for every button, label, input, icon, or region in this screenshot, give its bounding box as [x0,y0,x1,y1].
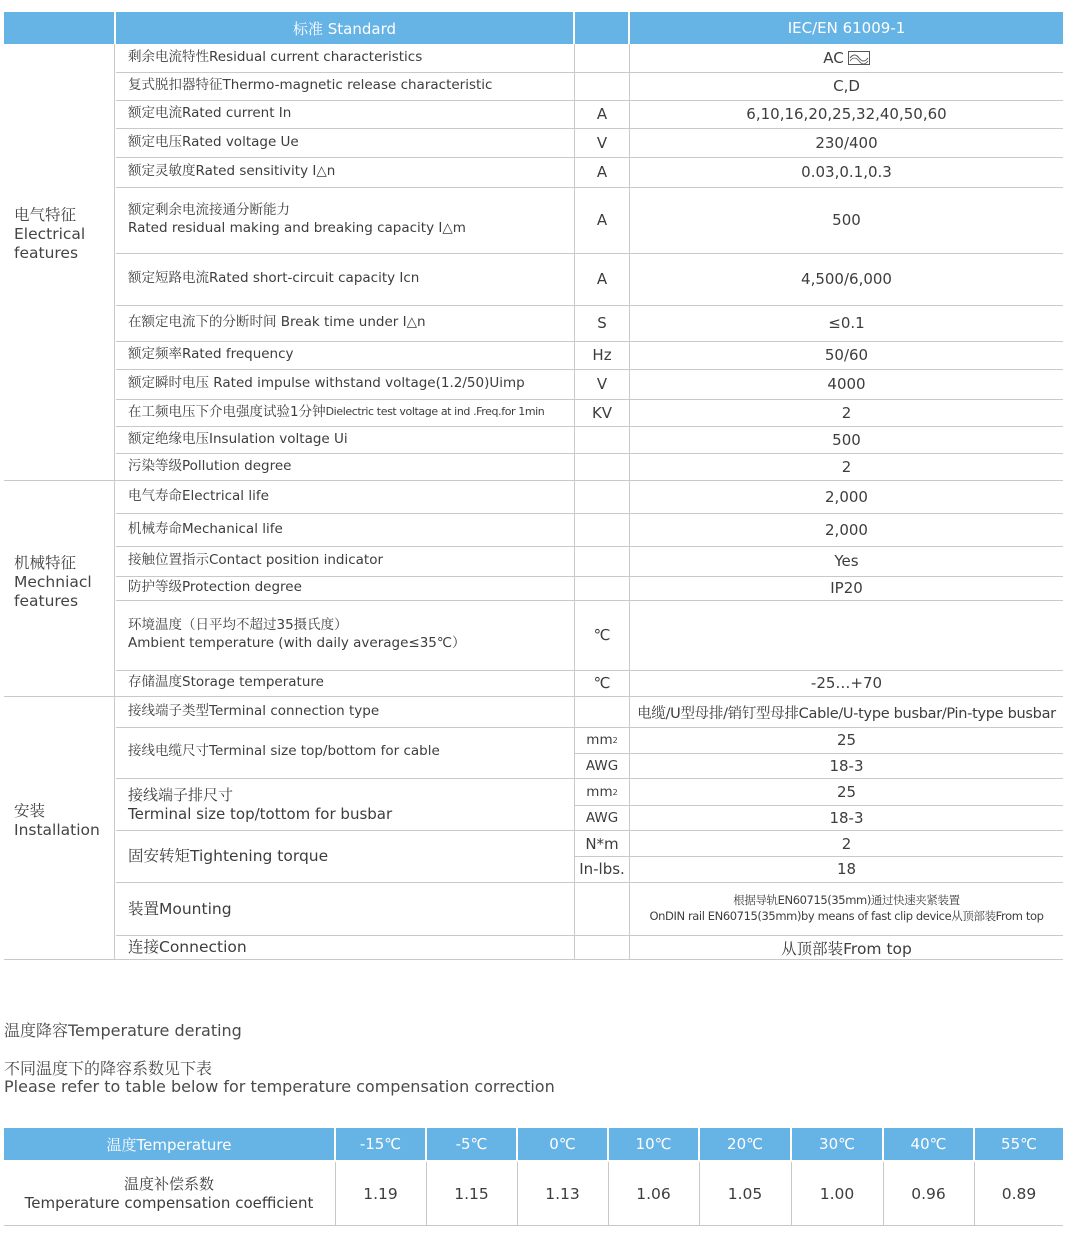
derating-coefficient: 0.96 [911,1185,946,1203]
row-unit [575,72,629,100]
row-value: C,D [833,77,860,95]
row-value: 4,500/6,000 [801,270,892,288]
row-value: 2 [841,403,852,422]
derating-temp-header: 55℃ [975,1128,1063,1160]
row-value-busbar-mm: 25 [836,783,857,801]
derating-title: 温度降容Temperature derating [4,1021,242,1040]
row-unit: ℃ [593,674,611,692]
group-electrical: 电气特征 Electrical features [14,206,86,262]
row-value: 电缆/U型母排/销钉型母排Cable/U-type busbar/Pin-type busbar [637,705,1056,722]
row-value-text: AC [823,49,844,67]
row-label: 电气寿命Electrical life [128,488,269,505]
derating-coefficient: 1.13 [545,1185,580,1203]
derating-temp-header: 10℃ [609,1128,698,1160]
row-value: Yes [834,552,859,570]
row-unit-busbar-mm: mm 2 [586,784,618,800]
derating-temp-header: 30℃ [792,1128,882,1160]
row-value: 6,10,16,20,25,32,40,50,60 [746,105,947,123]
row-label [116,399,573,426]
row-value-busbar-awg: 18-3 [829,809,864,827]
row-unit-cable-mm: mm 2 [586,732,618,748]
row-label: 机械寿命Mechanical life [128,520,283,537]
row-value-torque-nm: 2 [841,834,852,853]
table-bottom-divider [4,959,1063,960]
row-unit [575,513,629,546]
group-installation: 安装 Installation [14,802,100,839]
derating-temp-header: -5℃ [427,1128,516,1160]
row-unit: A [596,163,608,181]
row-label: 接线端子类型Terminal connection type [128,703,380,720]
row-value: 500 [832,211,861,229]
row-label: 额定电压Rated voltage Ue [128,133,299,150]
header-standard-label: 标准 Standard [116,12,573,44]
row-label: 在额定电流下的分断时间 Break time under I△n [128,314,426,331]
derating-coefficient: 0.89 [1001,1185,1037,1203]
row-unit: ℃ [593,626,611,644]
row-label: 存储温度Storage temperature [128,674,324,691]
col-divider [114,44,115,960]
derating-coefficient: 1.15 [454,1185,489,1203]
row-unit: V [596,375,608,393]
row-value: 0.03,0.1,0.3 [801,163,892,181]
derating-coefficient: 1.19 [363,1185,398,1203]
row-value: 230/400 [815,133,878,152]
row-label: 污染等级Pollution degree [128,457,292,474]
derating-temp-header: -15℃ [336,1128,425,1160]
row-unit-torque-nm: N*m [585,834,619,853]
row-label-connection: 连接Connection [128,938,247,957]
row-unit [575,481,629,513]
row-value: 50/60 [824,346,869,364]
row-value-mounting: 根据导轨EN60715(35mm)通过快速夹紧装置 OnDIN rail EN60715(35mm)by means of fast clip device从顶部装From top [649,893,1044,923]
row-value: 500 [832,430,861,449]
derating-col-divider [791,1162,792,1226]
row-unit [575,44,629,72]
row-label: 环境温度（日平均不超过35摄氏度） Ambient temperature (with daily average≤35℃） [128,617,466,651]
derating-row-label: 温度补偿系数 Temperature compensation coefficient [24,1175,314,1212]
row-value-torque-inlbs: 18 [836,860,857,878]
header-unit-blank [575,12,628,44]
row-value: IP20 [830,579,863,597]
row-unit [575,426,629,453]
derating-temp-header: 0℃ [518,1128,607,1160]
row-unit [575,576,629,600]
row-divider [116,727,1063,728]
derating-header-label: 温度Temperature [4,1128,334,1160]
header-standard-value: IEC/EN 61009-1 [630,12,1063,44]
row-unit: A [596,270,608,288]
derating-col-divider [335,1162,336,1226]
row-value: 2,000 [825,488,868,506]
row-label: 额定电流Rated current In [128,105,292,122]
row-label: 额定频率Rated frequency [128,346,294,363]
row-label-torque: 固安转矩Tightening torque [128,846,329,865]
row-value [630,44,1063,72]
row-label: 额定短路电流Rated short-circuit capacity Icn [128,270,420,287]
derating-coefficient: 1.00 [819,1185,855,1203]
row-label-cable: 接线电缆尺寸Terminal size top/bottom for cable [128,743,440,760]
row-unit: A [596,211,608,229]
row-unit: V [596,133,608,152]
row-unit: A [596,105,608,123]
row-unit [575,453,629,480]
derating-col-divider [426,1162,427,1226]
spec-table [4,12,1063,960]
derating-temp-header: 40℃ [884,1128,973,1160]
derating-coefficient: 1.06 [636,1185,671,1203]
derating-col-divider [974,1162,975,1226]
row-value-cable-mm: 25 [836,731,857,749]
row-label: 额定瞬时电压 Rated impulse withstand voltage(1.2/50)Uimp [128,375,525,392]
row-unit: KV [591,403,613,422]
derating-col-divider [517,1162,518,1226]
row-label-en: Dielectric test voltage at ind .Freq.for 1min [325,405,545,419]
row-label-mounting: 装置Mounting [128,899,232,918]
row-label: 额定剩余电流接通分断能力 Rated residual making and breaking capacity I△m [128,202,466,236]
derating-coefficient: 1.05 [727,1185,763,1203]
row-label: 剩余电流特性Residual current characteristics [128,49,423,66]
row-label: 接触位置指示Contact position indicator [128,552,384,569]
row-value-cable-awg: 18-3 [829,757,864,775]
row-label-zh: 在工频电压下介电强度试验1分钟 [128,403,326,420]
row-unit [575,546,629,576]
derating-col-divider [608,1162,609,1226]
derating-temp-header: 20℃ [700,1128,790,1160]
row-unit-busbar-awg: AWG [585,810,619,826]
row-unit: Hz [592,346,612,364]
ac-waveform-icon [848,51,870,65]
group-mechanical: 机械特征 Mechniacl features [14,554,92,610]
header-blank [4,12,114,44]
row-value-connection: 从顶部装From top [781,939,912,958]
derating-col-divider [883,1162,884,1226]
row-unit [575,697,629,727]
row-value: 2,000 [825,520,868,539]
row-value: 2 [841,457,852,476]
derating-description: 不同温度下的降容系数见下表 Please refer to table below for temperature compensation correction [4,1059,555,1097]
derating-table [4,1128,1063,1226]
row-unit-cable-awg: AWG [585,758,619,774]
row-label: 额定绝缘电压Insulation voltage Ui [128,430,348,447]
row-label: 额定灵敏度Rated sensitivity I△n [128,163,336,180]
row-value: ≤0.1 [828,314,865,332]
row-label: 复式脱扣器特征Thermo-magnetic release characteristic [128,77,493,94]
derating-col-divider [699,1162,700,1226]
row-label-busbar: 接线端子排尺寸 Terminal size top/tottom for busbar [128,785,393,823]
row-value: 4000 [827,375,866,393]
row-label: 防护等级Protection degree [128,579,302,596]
row-value: -25…+70 [810,674,883,692]
row-unit-torque-inlbs: In-lbs. [579,860,625,878]
row-unit: S [597,314,607,332]
row-value [630,600,1063,670]
